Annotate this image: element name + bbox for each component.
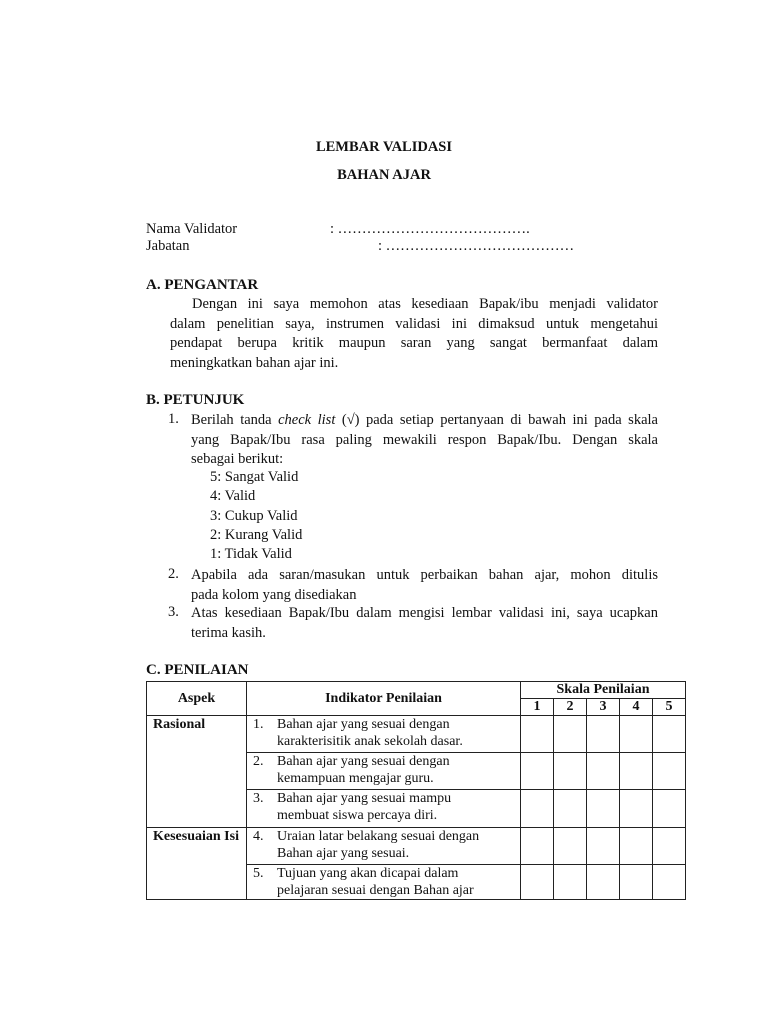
indicator-text: kemampuan mengajar guru. <box>277 771 434 786</box>
score-cell[interactable] <box>521 753 554 790</box>
indicator-text: membuat siswa percaya diri. <box>277 808 438 823</box>
indicator-cell <box>247 865 521 900</box>
indicator-text: Bahan ajar yang sesuai dengan <box>277 754 450 769</box>
score-cell[interactable] <box>653 716 686 753</box>
indicator-text: Uraian latar belakang sesuai dengan <box>277 829 480 844</box>
column-header-indikator: Indikator Penilaian <box>247 682 521 716</box>
column-header-skala: Skala Penilaian <box>521 682 686 699</box>
table-row <box>147 828 686 865</box>
field-label-jabatan: Jabatan <box>146 238 190 254</box>
scale-number-header: 5 <box>653 699 686 716</box>
list-number: 1. <box>168 411 179 427</box>
indicator-number: 2. <box>253 754 264 769</box>
instruction-text: (√) pada setiap pertanyaan di bawah ini pada skala <box>335 412 658 428</box>
instruction-item-3 <box>191 604 658 643</box>
scale-number-header: 4 <box>620 699 653 716</box>
document-subtitle: BAHAN AJAR <box>337 167 431 183</box>
indicator-number: 1. <box>253 717 264 732</box>
indicator-text: Tujuan yang akan dicapai dalam <box>277 866 459 881</box>
scale-item: 5: Sangat Valid <box>210 469 299 485</box>
score-cell[interactable] <box>587 865 620 900</box>
score-cell[interactable] <box>620 790 653 828</box>
score-cell[interactable] <box>587 828 620 865</box>
instruction-text: Berilah tanda <box>191 412 279 428</box>
score-cell[interactable] <box>653 828 686 865</box>
score-cell[interactable] <box>521 790 554 828</box>
indicator-number: 5. <box>253 866 264 881</box>
score-cell[interactable] <box>554 865 587 900</box>
score-cell[interactable] <box>653 753 686 790</box>
instruction-text: Apabila ada saran/masukan untuk perbaikan bahan ajar, mohon ditulis <box>191 567 658 583</box>
score-cell[interactable] <box>620 828 653 865</box>
scale-item: 1: Tidak Valid <box>210 546 292 562</box>
score-cell[interactable] <box>587 753 620 790</box>
aspect-cell: Kesesuaian Isi <box>147 828 247 900</box>
field-value-nama-validator: : …………………………………. <box>330 221 530 237</box>
list-number: 3. <box>168 604 179 620</box>
section-a-line: pendapat berupa kritik maupun saran yang sangat bermanfaat dalam <box>170 335 658 351</box>
score-cell[interactable] <box>554 753 587 790</box>
indicator-text: Bahan ajar yang sesuai. <box>277 846 410 861</box>
score-cell[interactable] <box>587 790 620 828</box>
score-cell[interactable] <box>620 716 653 753</box>
indicator-number: 3. <box>253 791 264 806</box>
scale-number-header: 2 <box>554 699 587 716</box>
score-cell[interactable] <box>554 790 587 828</box>
indicator-cell <box>247 753 521 790</box>
score-cell[interactable] <box>653 790 686 828</box>
score-cell[interactable] <box>554 828 587 865</box>
scale-item: 2: Kurang Valid <box>210 527 303 543</box>
field-value-jabatan: : ………………………………… <box>378 238 575 254</box>
scale-item: 3: Cukup Valid <box>210 508 298 524</box>
score-cell[interactable] <box>620 753 653 790</box>
indicator-cell <box>247 716 521 753</box>
indicator-number: 4. <box>253 829 264 844</box>
section-a-heading: A. PENGANTAR <box>146 277 259 293</box>
section-a-line: meningkatkan bahan ajar ini. <box>170 354 339 371</box>
section-a-line: dalam penelitian saya, instrumen validasi ini dimaksud untuk mengetahui <box>170 315 658 332</box>
field-label-nama-validator: Nama Validator <box>146 221 238 237</box>
instruction-text: yang Bapak/Ibu rasa paling mewakili respon Bapak/Ibu. Dengan skala <box>191 431 658 448</box>
indicator-text: pelajaran sesuai dengan Bahan ajar <box>277 883 474 898</box>
instruction-text: sebagai berikut: <box>191 451 284 467</box>
score-cell[interactable] <box>620 865 653 900</box>
indicator-text: Bahan ajar yang sesuai dengan <box>277 717 450 732</box>
score-cell[interactable] <box>521 865 554 900</box>
instruction-text: pada kolom yang disediakan <box>191 586 357 603</box>
scale-number-header: 3 <box>587 699 620 716</box>
score-cell[interactable] <box>653 865 686 900</box>
section-a-paragraph <box>170 295 658 373</box>
instruction-item-1 <box>191 411 658 470</box>
score-cell[interactable] <box>521 716 554 753</box>
scale-item: 4: Valid <box>210 488 256 504</box>
indicator-text: Bahan ajar yang sesuai mampu <box>277 791 452 806</box>
assessment-table <box>146 681 686 900</box>
table-row <box>147 716 686 753</box>
indicator-cell <box>247 790 521 828</box>
section-b-heading: B. PETUNJUK <box>146 392 245 408</box>
instruction-item-2 <box>191 566 658 605</box>
scale-number-header: 1 <box>521 699 554 716</box>
section-c-heading: C. PENILAIAN <box>146 662 249 678</box>
score-cell[interactable] <box>521 828 554 865</box>
instruction-text: Atas kesediaan Bapak/Ibu dalam mengisi lembar validasi ini, saya ucapkan <box>191 605 658 621</box>
document-title: LEMBAR VALIDASI <box>315 139 453 155</box>
indicator-text: karakterisitik anak sekolah dasar. <box>277 734 463 749</box>
score-cell[interactable] <box>587 716 620 753</box>
score-cell[interactable] <box>554 716 587 753</box>
instruction-italic-text: check list <box>278 412 336 428</box>
indicator-cell <box>247 828 521 865</box>
list-number: 2. <box>168 566 179 582</box>
aspect-cell: Rasional <box>147 716 247 828</box>
section-a-line: Dengan ini saya memohon atas kesediaan Bapak/ibu menjadi validator <box>192 296 658 312</box>
instruction-text: terima kasih. <box>191 624 266 641</box>
column-header-aspek: Aspek <box>147 682 247 716</box>
